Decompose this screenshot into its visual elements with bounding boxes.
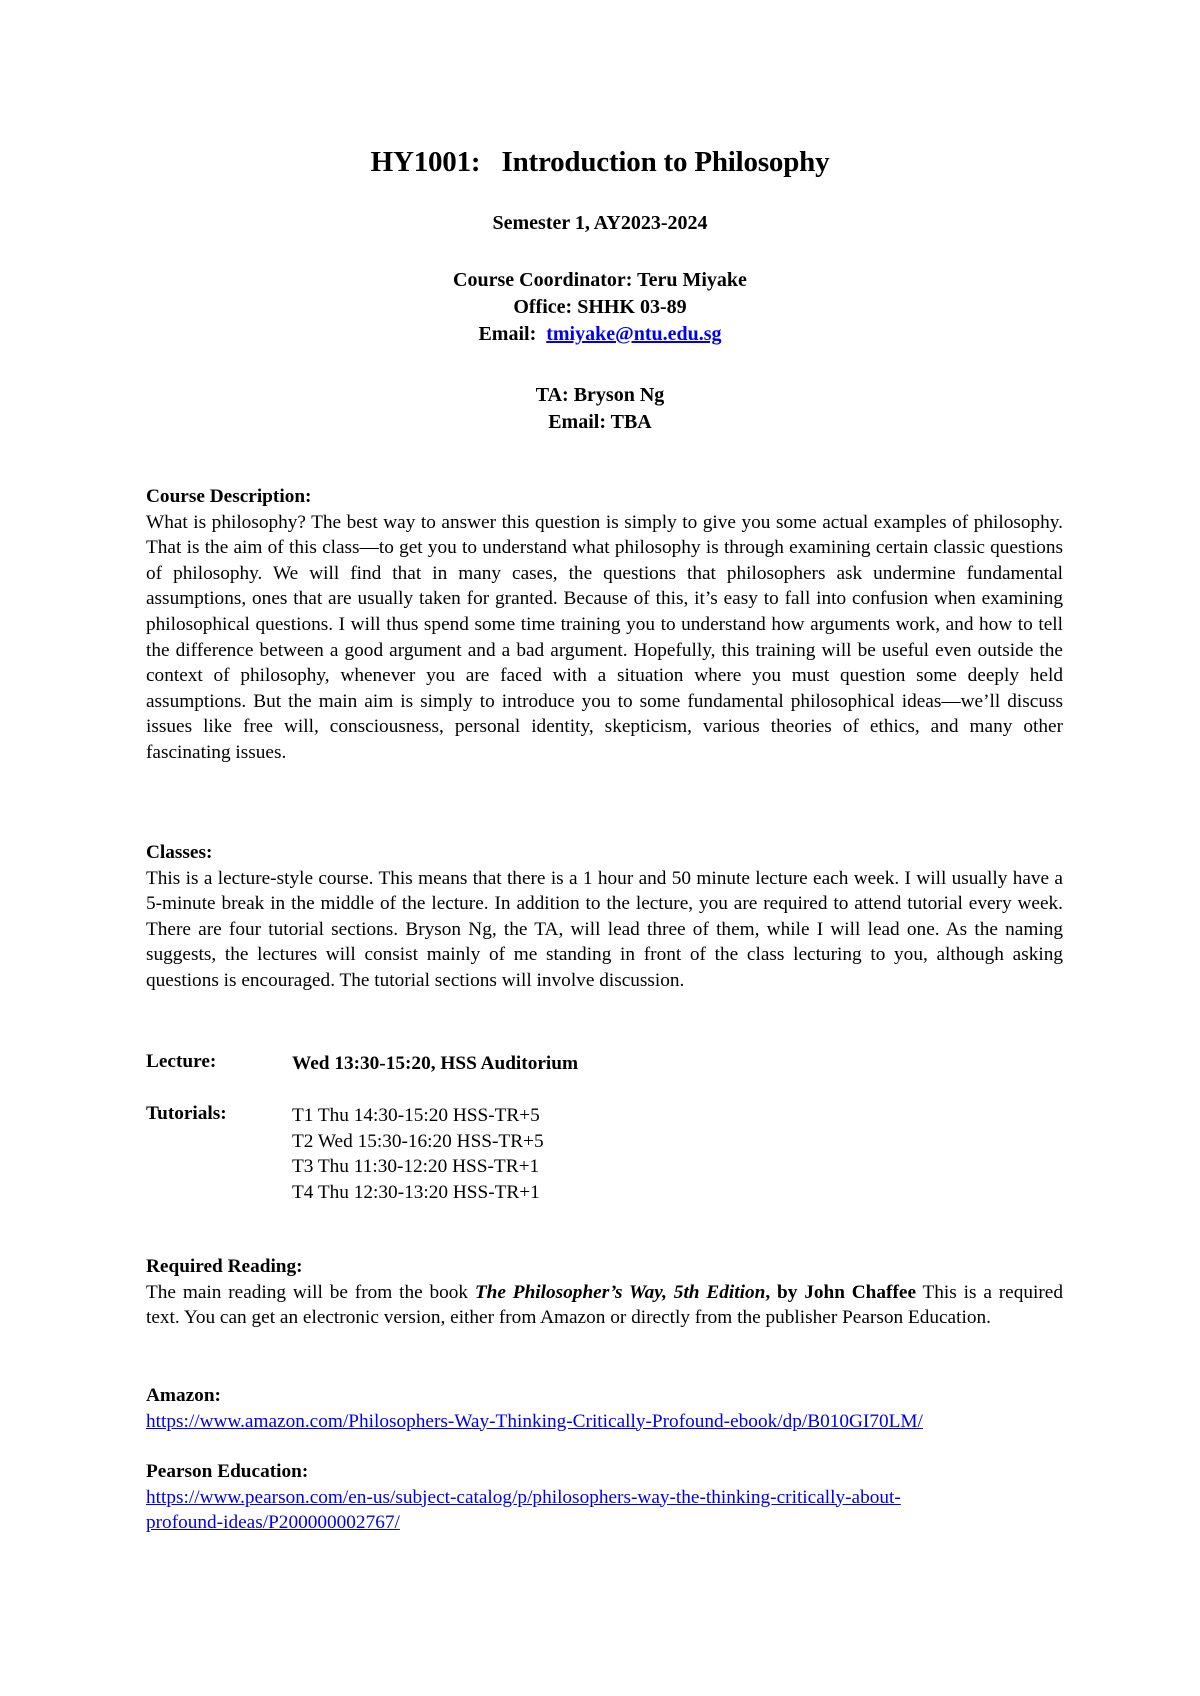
ta-email-line: Email: TBA: [548, 411, 652, 433]
course-description-section: [146, 484, 1063, 766]
tutorial-item: T2 Wed 15:30-16:20 HSS-TR+5: [292, 1130, 544, 1152]
pearson-heading: Pearson Education:: [146, 1461, 309, 1482]
book-author: , by John Chaffee: [765, 1281, 917, 1303]
tutorial-item: T3 Thu 11:30-12:20 HSS-TR+1: [292, 1156, 540, 1178]
required-reading-text: [146, 1280, 1063, 1331]
email-line: [0, 323, 1200, 346]
course-title: HY1001: Introduction to Philosophy: [370, 146, 830, 178]
office-line: Office: SHHK 03-89: [513, 296, 687, 318]
tutorial-item: T1 Thu 14:30-15:20 HSS-TR+5: [292, 1105, 540, 1126]
pearson-link[interactable]: [146, 1485, 1063, 1536]
tutorials-list: [292, 1103, 544, 1205]
classes-heading: Classes:: [146, 842, 213, 863]
coordinator-line: Course Coordinator: Teru Miyake: [453, 269, 747, 291]
tutorials-label: Tutorials:: [146, 1103, 227, 1124]
email-label: Email:: [478, 323, 537, 345]
pearson-section: [146, 1459, 1063, 1536]
classes-text: This is a lecture-style course. This means that there is a 1 hour and 50 minute lecture each week. I will usually have a 5-minute break in the middle of the lecture. In addition to the lecture, you are required to attend tutorial every week. There are four tutorial sections. Bryson Ng, the TA, will lead three of them, while I will lead one. As the naming suggests, the lectures will consist mainly of me standing in front of the class lecturing to you, although asking questions is encouraged. The tutorial sections will involve discussion.: [146, 867, 1063, 991]
book-title: The Philosopher’s Way, 5th Edition: [474, 1281, 766, 1303]
lecture-value: Wed 13:30-15:20, HSS Auditorium: [292, 1053, 579, 1074]
reading-text-post: This is a required text. You can get an electronic version, either from Amazon or directly from the publisher Pearson Education.: [146, 1281, 1063, 1329]
reading-text-pre: The main reading will be from the book: [146, 1281, 475, 1303]
amazon-heading: Amazon:: [146, 1385, 221, 1406]
amazon-section: [146, 1383, 1063, 1434]
amazon-link[interactable]: https://www.amazon.com/Philosophers-Way-Thinking-Critically-Profound-ebook/dp/B010GI70LM/: [146, 1410, 923, 1432]
semester-line: Semester 1, AY2023-2024: [492, 212, 708, 234]
pearson-link-line2: profound-ideas/P200000002767/: [146, 1512, 400, 1534]
lecture-label: Lecture:: [146, 1051, 217, 1072]
pearson-link-line1: https://www.pearson.com/en-us/subject-catalog/p/philosophers-way-the-thinking-critically-about-: [146, 1486, 901, 1508]
coordinator-email-link[interactable]: tmiyake@ntu.edu.sg: [546, 323, 722, 345]
ta-line: TA: Bryson Ng: [535, 384, 665, 406]
required-reading-section: [146, 1254, 1063, 1331]
tutorial-item: T4 Thu 12:30-13:20 HSS-TR+1: [292, 1181, 540, 1203]
required-reading-heading: Required Reading:: [146, 1256, 303, 1277]
classes-section: [146, 840, 1063, 994]
course-description-heading: Course Description:: [146, 486, 312, 507]
course-description-text: What is philosophy? The best way to answer this question is simply to give you some actual examples of philosophy. That is the aim of this class—to get you to understand what philosophy is through examining certain classic questions of philosophy. We will find that in many cases, the questions that philosophers ask undermine fundamental assumptions, ones that are usually taken for granted. Because of this, it’s easy to fall into confusion when examining philosophical questions. I will thus spend some time training you to understand how arguments work, and how to tell the difference between a good argument and a bad argument. Hopefully, this training will be useful even outside the context of philosophy, whenever you are faced with a situation where you must question some deeply held assumptions. But the main aim is simply to introduce you to some fundamental philosophical ideas—we’ll discuss issues like free will, consciousness, personal identity, skepticism, various theories of ethics, and many other fascinating issues.: [146, 511, 1063, 763]
